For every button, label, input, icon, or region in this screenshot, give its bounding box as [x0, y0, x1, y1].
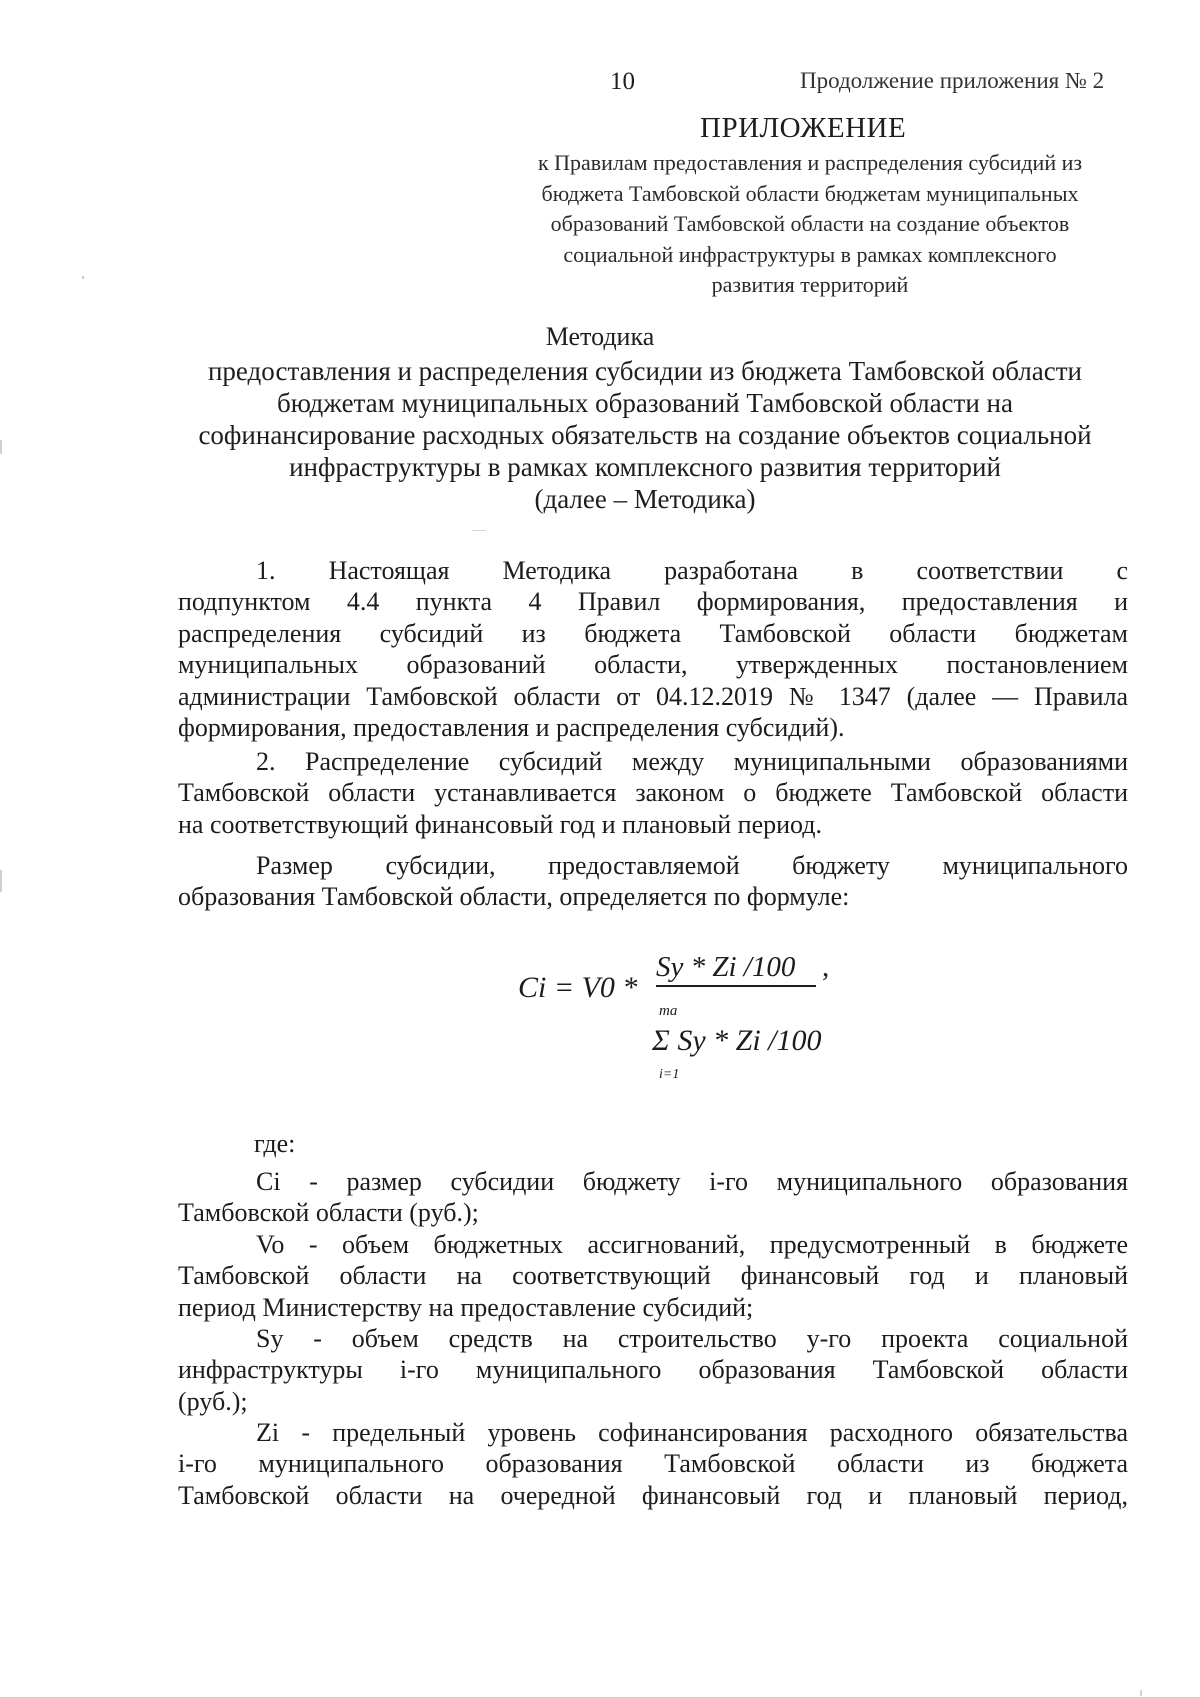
paragraph-1: [178, 555, 1128, 743]
definition-line: (руб.);: [178, 1386, 248, 1416]
appendix-reference-line: к Правилам предоставления и распределения субсидий из: [537, 150, 1083, 175]
sum-upper-limit: ma: [659, 1003, 678, 1019]
appendix-title: ПРИЛОЖЕНИЕ: [700, 112, 907, 144]
page-number: 10: [610, 68, 635, 95]
definition-line: Тамбовской области на соответствующий финансовый год и плановый: [178, 1261, 1128, 1291]
appendix-reference: [490, 148, 1130, 301]
fraction-bar: [656, 985, 816, 987]
paragraph-3: [178, 850, 1128, 913]
definition-line: инфраструктуры i-го муниципального образования Тамбовской области: [178, 1355, 1128, 1385]
definition-line: Vo - объем бюджетных ассигнований, предусмотренный в бюджете: [256, 1230, 1128, 1259]
formula-comma: ,: [822, 951, 830, 983]
appendix-reference-line: социальной инфраструктуры в рамках комплексного: [563, 241, 1057, 267]
methodology-subtitle: [150, 355, 1140, 515]
paragraph-line: 1. Настоящая Методика разработана в соответствии с: [256, 556, 1128, 585]
paragraph-line: на соответствующий финансовый год и плановый период.: [178, 809, 823, 839]
paragraph-line: администрации Тамбовской области от 04.12.2019 № 1347 (далее — Правила: [178, 681, 1128, 711]
paragraph-line: муниципальных образований области, утвержденных постановлением: [178, 650, 1128, 680]
methodology-heading: Методика: [545, 322, 655, 351]
paragraph-line: Тамбовской области устанавливается законом о бюджете Тамбовской области: [178, 778, 1128, 808]
definition-vo: [178, 1229, 1128, 1323]
continuation-note: Продолжение приложения № 2: [800, 68, 1105, 93]
definition-line: Sy - объем средств на строительство y-го проекта социальной: [256, 1324, 1128, 1353]
definition-line: Тамбовской области (руб.);: [178, 1198, 479, 1228]
formula-numerator: Sy * Zi /100: [656, 951, 796, 983]
where-label: где:: [254, 1129, 296, 1158]
scan-artifact: [1140, 1690, 1142, 1696]
definition-line: i-го муниципального образования Тамбовской области из бюджета: [178, 1449, 1128, 1479]
appendix-reference-line: развития территорий: [711, 272, 909, 297]
definition-line: период Министерству на предоставление субсидий;: [178, 1292, 754, 1322]
subtitle-line: предоставления и распределения субсидии из бюджета Тамбовской области: [207, 356, 1082, 386]
subsidy-formula: [500, 945, 900, 1105]
paragraph-2: [178, 746, 1128, 840]
scan-artifact: [82, 276, 84, 279]
paragraph-line: подпунктом 4.4 пункта 4 Правил формирования, предоставления и: [178, 587, 1128, 617]
appendix-reference-line: бюджета Тамбовской области бюджетам муниципальных: [541, 180, 1079, 206]
definition-sy: [178, 1323, 1128, 1417]
formula-denominator: Σ Sy * Zi /100: [652, 1024, 822, 1057]
paragraph-line: 2. Распределение субсидий между муниципальными образованиями: [256, 747, 1128, 776]
appendix-reference-line: образований Тамбовской области на создание объектов: [550, 211, 1070, 236]
paragraph-line: Размер субсидии, предоставляемой бюджету муниципального: [256, 851, 1128, 880]
where-label-block: [178, 1128, 1128, 1159]
scan-artifact: [0, 440, 2, 454]
paragraph-line: формирования, предоставления и распределения субсидий).: [178, 713, 845, 743]
scan-artifact: [472, 530, 486, 531]
definition-zi: [178, 1417, 1128, 1511]
formula-lhs: Ci = V0 *: [518, 971, 638, 1004]
definition-line: Ci - размер субсидии бюджету i-го муниципального образования: [256, 1167, 1128, 1196]
subtitle-line: инфраструктуры в рамках комплексного развития территорий: [289, 452, 1001, 482]
subtitle-line: (далее – Методика): [534, 484, 756, 514]
subtitle-line: софинансирование расходных обязательств на создание объектов социальной: [198, 420, 1092, 450]
definition-ci: [178, 1166, 1128, 1229]
sum-lower-limit: i=1: [659, 1067, 680, 1082]
scan-artifact: [0, 870, 2, 892]
definition-line: Тамбовской области на очередной финансовый год и плановый период,: [178, 1480, 1128, 1510]
paragraph-line: распределения субсидий из бюджета Тамбовской области бюджетам: [178, 618, 1128, 648]
subtitle-line: бюджетам муниципальных образований Тамбовской области на: [277, 388, 1013, 418]
paragraph-line: образования Тамбовской области, определяется по формуле:: [178, 882, 850, 912]
definition-line: Zi - предельный уровень софинансирования расходного обязательства: [256, 1418, 1128, 1447]
